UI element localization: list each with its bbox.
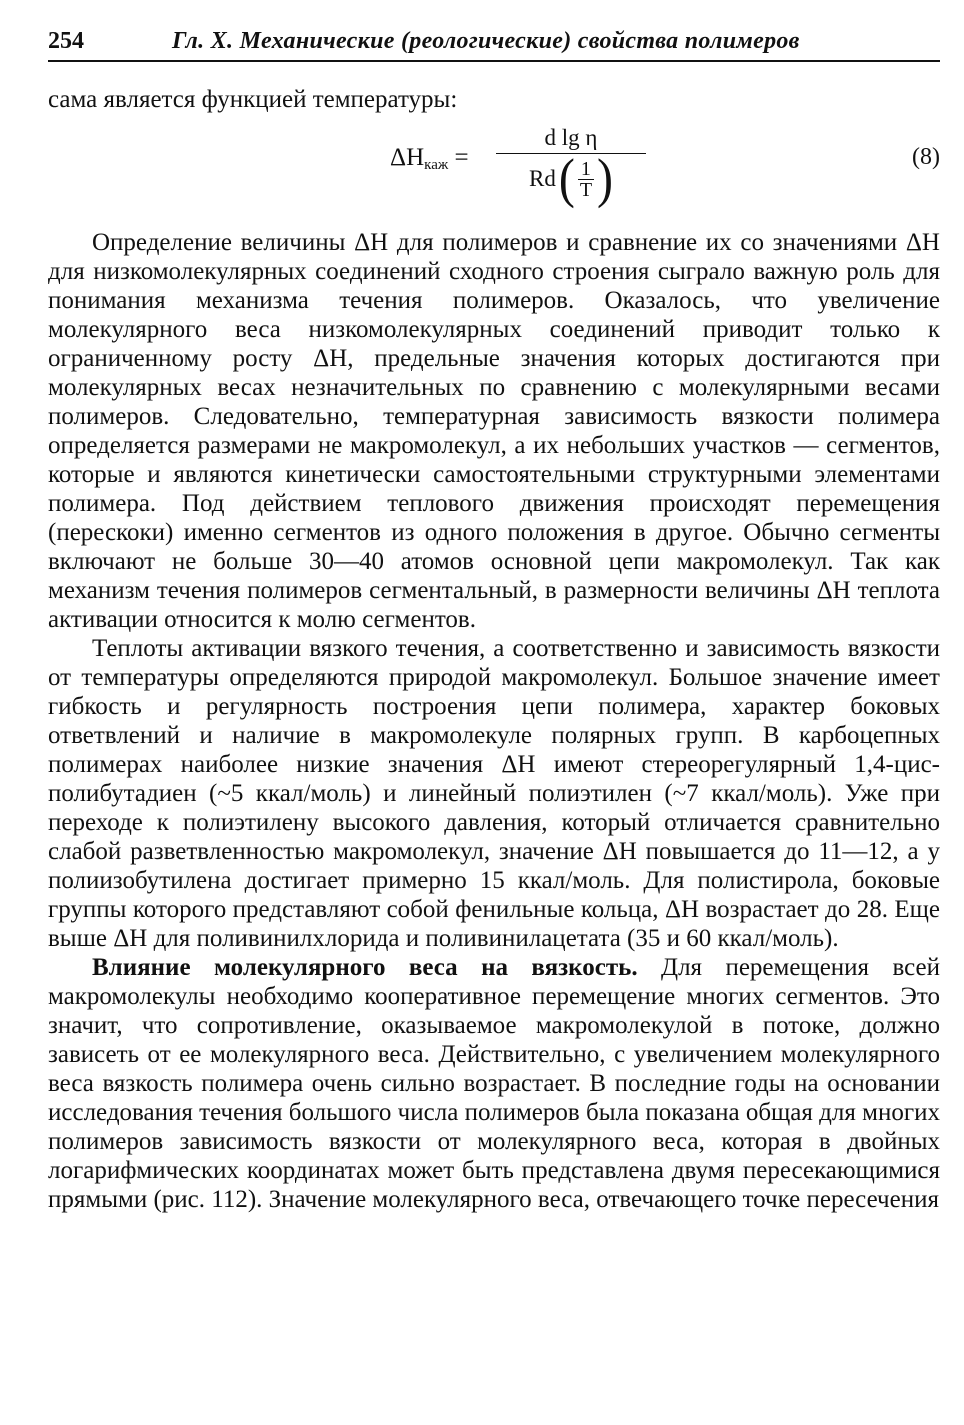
book-page <box>48 22 940 1214</box>
formula-8 <box>48 122 940 216</box>
left-paren: ( <box>558 147 575 209</box>
running-head <box>48 22 940 62</box>
formula-delta-h: ΔH <box>390 144 425 171</box>
denominator-prefix: Rd <box>528 166 556 191</box>
section-run-in-heading: Влияние молекулярного веса на вязкость. <box>92 954 638 981</box>
formula-denominator <box>496 147 646 209</box>
formula-equals: = <box>454 144 469 171</box>
inner-denominator: T <box>579 178 593 201</box>
paragraph-heat-of-activation: Теплоты активации вязкого течения, а соответственно и зависимость вязкости от температуры определяются природой макромолекул. Большое значение имеет гибкость и регулярность построения цепи полимера, характер боковых ответвлений и наличие в макромолекуле полярных групп. В карбоцепных полимерах наиболее низкие значения ΔH имеют стереорегулярный 1,4-цис-полибутадиен (~5 ккал/моль) и линейный полиэтилен (~7 ккал/моль). Уже при переходе к полиэтилену высокого давления, который отличается сравнительно слабой разветвленностью макромолекул, значение ΔH повышается до 11—12, а у полиизобутилена достигает примерно 15 ккал/моль. Для полистирола, боковые группы которого представляют собой фенильные кольца, ΔH возрастает до 28. Еще выше ΔH для поливинилхлорида и поливинилацетата (35 и 60 ккал/моль). <box>48 635 940 952</box>
chapter-running-title: Гл. X. Механические (реологические) свойства полимеров <box>172 28 800 54</box>
right-paren: ) <box>597 147 614 209</box>
formula-fraction <box>496 124 646 209</box>
formula-lhs <box>390 144 469 174</box>
inner-fraction <box>578 159 594 200</box>
formula-numerator: d lg η <box>544 125 598 150</box>
page-number: 254 <box>48 28 84 54</box>
paragraph-activation-energy: Определение величины ΔH для полимеров и сравнение их со значениями ΔH для низкомолекулярных соединений сходного строения сыграло важную роль для понимания механизма течения полимеров. Оказалось, что увеличение молекулярного веса низкомолекулярных соединений приводит только к ограниченному росту ΔH, предельные значения которых достигаются при молекулярных весах незначительных по сравнению с молекулярными весами полимеров. Следовательно, температурная зависимость вязкости полимера определяется размерами не макромолекул, а их небольших участков — сегментов, которые и являются кинетически самостоятельными структурными элементами полимера. Под действием теплового движения происходят перемещения (перескоки) именно сегментов из одного положения в другое. Обычно сегменты включают не больше 30—40 атомов основной цепи макромолекул. Так как механизм течения полимеров сегментальный, в размерности величины ΔH теплота активации относится к молю сегментов. <box>48 229 940 633</box>
formula-number: (8) <box>912 144 940 170</box>
inner-numerator: 1 <box>580 157 591 180</box>
formula-subscript: каж <box>424 157 449 173</box>
section-body-text: Для перемещения всей макромолекулы необходимо кооперативное перемещение многих сегментов. Это значит, что сопротивление, оказываемое макромолекулой в потоке, должно зависеть от ее молекулярного веса. Действительно, с увеличением молекулярного веса вязкость полимера очень сильно возрастает. В последние годы на основании исследования течения большого числа полимеров была показана общая для многих полимеров зависимость вязкости от молекулярного веса, которая в двойных логарифмических координатах может быть представлена двумя пересекающимися прямыми (рис. 112). Значение молекулярного веса, отвечающего точке пересечения <box>48 954 941 1213</box>
paragraph-molecular-weight <box>48 953 940 1214</box>
lead-sentence: сама является функцией температуры: <box>48 86 458 113</box>
